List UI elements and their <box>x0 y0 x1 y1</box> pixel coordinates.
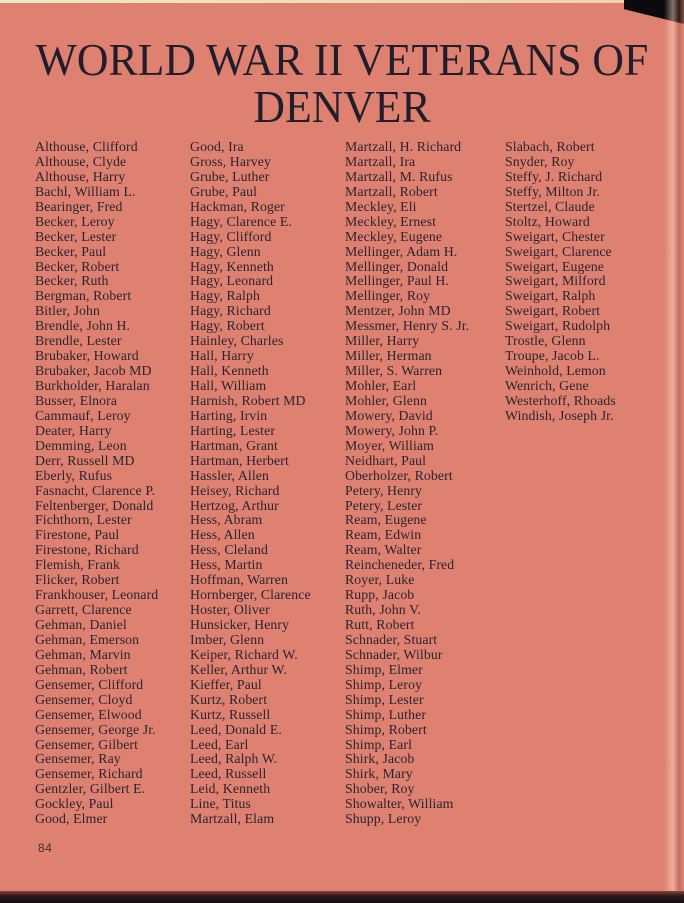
veteran-name: Weinhold, Lemon <box>505 363 606 379</box>
veteran-name: Sweigart, Ralph <box>505 288 596 304</box>
veteran-name: Hess, Allen <box>190 527 255 543</box>
veteran-name: Hagy, Leonard <box>190 273 274 289</box>
veteran-name: Ream, Walter <box>345 542 422 558</box>
names-column-4 <box>505 140 680 424</box>
veteran-name: Kurtz, Robert <box>190 691 268 707</box>
veteran-name: Hartman, Herbert <box>190 452 289 468</box>
veteran-name: Hertzog, Arthur <box>190 497 279 513</box>
veteran-name: Martzall, Elam <box>190 811 275 827</box>
veteran-name: Hagy, Clarence E. <box>190 213 292 229</box>
veteran-name: Grube, Paul <box>190 183 258 199</box>
veteran-name: Eberly, Rufus <box>35 467 113 483</box>
veteran-name: Stoltz, Howard <box>505 213 590 229</box>
veteran-name: Brendle, John H. <box>35 318 131 334</box>
veteran-name: Hornberger, Clarence <box>190 587 311 603</box>
veteran-name: Wenrich, Gene <box>505 378 589 393</box>
veteran-name: Hoster, Oliver <box>190 602 270 618</box>
veteran-name: Schnader, Wilbur <box>345 646 443 662</box>
veteran-name: Meckley, Eugene <box>345 228 443 244</box>
veteran-name: Hall, William <box>190 378 267 393</box>
veteran-name: Hagy, Clifford <box>190 228 272 244</box>
veteran-name: Gensemer, Gilbert <box>35 736 139 752</box>
veteran-name: Althouse, Clifford <box>35 139 138 154</box>
veteran-name: Bachl, William L. <box>35 183 136 199</box>
veteran-name: Ream, Edwin <box>345 527 422 543</box>
veteran-name: Gensemer, Ray <box>35 751 121 767</box>
veteran-name: Harting, Irvin <box>190 407 268 423</box>
veteran-name: Gensemer, Richard <box>35 766 143 782</box>
veteran-name: Frankhouser, Leonard <box>35 587 159 603</box>
veteran-name: Brubaker, Jacob MD <box>35 363 152 379</box>
veteran-name: Shimp, Robert <box>345 721 427 737</box>
veteran-name: Shober, Roy <box>345 781 415 797</box>
veteran-name: Feltenberger, Donald <box>35 497 154 513</box>
veteran-name: Flemish, Frank <box>35 557 120 573</box>
veteran-name: Messmer, Henry S. Jr. <box>345 318 470 334</box>
names-column-3 <box>345 140 500 827</box>
page-title-line-1: WORLD WAR II VETERANS OF <box>35 34 649 85</box>
veteran-name: Mellinger, Adam H. <box>345 243 458 259</box>
veteran-name: Troupe, Jacob L. <box>505 348 600 364</box>
veteran-name: Mellinger, Roy <box>345 288 431 304</box>
veterans-name-list <box>0 140 684 903</box>
veteran-name: Petery, Henry <box>345 482 423 498</box>
veteran-name: Fasnacht, Clarence P. <box>35 482 156 498</box>
veteran-name: Reincheneder, Fred <box>345 557 455 573</box>
veteran-name: Gross, Harvey <box>190 153 271 169</box>
veteran-name: Mentzer, John MD <box>345 303 451 319</box>
veteran-name: Bergman, Robert <box>35 288 132 304</box>
veteran-name: Sweigart, Clarence <box>505 243 612 259</box>
veteran-name: Gensemer, Elwood <box>35 706 142 722</box>
veteran-name: Becker, Robert <box>35 258 120 274</box>
veteran-name: Martzall, Robert <box>345 183 438 199</box>
top-right-scan-shadow <box>624 0 684 24</box>
veteran-name: Petery, Lester <box>345 497 423 513</box>
veteran-name: Hackman, Roger <box>190 198 285 214</box>
veteran-name: Hagy, Richard <box>190 303 271 319</box>
veteran-name: Gensemer, Clifford <box>35 676 144 692</box>
veteran-name: Shimp, Luther <box>345 706 427 722</box>
veteran-name: Burkholder, Haralan <box>35 378 150 393</box>
veteran-name: Mellinger, Donald <box>345 258 449 274</box>
veteran-name: Sweigart, Milford <box>505 273 606 289</box>
veteran-name: Rupp, Jacob <box>345 587 415 603</box>
veteran-name: Heisey, Richard <box>190 482 280 498</box>
veteran-name: Steffy, J. Richard <box>505 168 603 184</box>
veteran-name: Shirk, Mary <box>345 766 413 782</box>
veteran-name: Meckley, Eli <box>345 198 417 214</box>
veteran-name: Neidhart, Paul <box>345 452 427 468</box>
veteran-name: Leed, Ralph W. <box>190 751 278 767</box>
veteran-name: Royer, Luke <box>345 572 415 588</box>
veteran-name: Brubaker, Howard <box>35 348 139 364</box>
veteran-name: Trostle, Glenn <box>505 333 586 349</box>
veteran-name: Ruth, John V. <box>345 602 421 618</box>
veteran-name: Hagy, Glenn <box>190 243 261 259</box>
veteran-name: Rutt, Robert <box>345 617 415 632</box>
veteran-name: Althouse, Harry <box>35 168 126 184</box>
veteran-name: Flicker, Robert <box>35 572 120 588</box>
veteran-name: Keiper, Richard W. <box>190 646 298 662</box>
veteran-name: Gehman, Marvin <box>35 646 131 662</box>
veteran-name: Harnish, Robert MD <box>190 392 306 408</box>
veteran-name: Line, Titus <box>190 796 251 812</box>
veteran-name: Sweigart, Eugene <box>505 258 604 274</box>
veteran-name: Firestone, Richard <box>35 542 139 558</box>
veteran-name: Hartman, Grant <box>190 437 278 453</box>
veteran-name: Shimp, Earl <box>345 736 413 752</box>
veteran-name: Becker, Lester <box>35 228 117 244</box>
veteran-name: Snyder, Roy <box>505 153 575 169</box>
veteran-name: Hall, Kenneth <box>190 363 269 379</box>
veteran-name: Sweigart, Robert <box>505 303 601 319</box>
veteran-name: Gehman, Daniel <box>35 617 127 632</box>
veteran-name: Windish, Joseph Jr. <box>505 407 614 423</box>
veteran-name: Shirk, Jacob <box>345 751 415 767</box>
veteran-name: Hess, Cleland <box>190 542 268 558</box>
veteran-name: Gentzler, Gilbert E. <box>35 781 146 797</box>
veteran-name: Gehman, Emerson <box>35 631 140 647</box>
veteran-name: Hassler, Allen <box>190 467 270 483</box>
veteran-name: Hagy, Ralph <box>190 288 260 304</box>
veteran-name: Meckley, Ernest <box>345 213 437 229</box>
veteran-name: Kieffer, Paul <box>190 676 262 692</box>
veteran-name: Sweigart, Chester <box>505 228 605 244</box>
veteran-name: Mowery, David <box>345 407 433 423</box>
veteran-name: Gensemer, George Jr. <box>35 721 156 737</box>
veteran-name: Moyer, William <box>345 437 434 453</box>
veteran-name: Gensemer, Cloyd <box>35 691 133 707</box>
page-title <box>0 36 684 130</box>
veteran-name: Stertzel, Claude <box>505 198 595 214</box>
veteran-name: Hainley, Charles <box>190 333 284 349</box>
veteran-name: Brendle, Lester <box>35 333 122 349</box>
veteran-name: Kurtz, Russell <box>190 706 271 722</box>
veteran-name: Hagy, Kenneth <box>190 258 274 274</box>
veteran-name: Westerhoff, Rhoads <box>505 392 616 408</box>
veteran-name: Becker, Leroy <box>35 213 115 229</box>
page-number: 84 <box>38 841 53 855</box>
veteran-name: Cammauf, Leroy <box>35 407 131 423</box>
veteran-name: Gehman, Robert <box>35 661 128 677</box>
veteran-name: Miller, Harry <box>345 333 420 349</box>
veteran-name: Schnader, Stuart <box>345 631 438 647</box>
veteran-name: Sweigart, Rudolph <box>505 318 611 334</box>
veteran-name: Gockley, Paul <box>35 796 114 812</box>
veteran-name: Martzall, H. Richard <box>345 139 462 154</box>
veteran-name: Martzall, M. Rufus <box>345 168 453 184</box>
veteran-name: Deater, Harry <box>35 422 112 438</box>
veteran-name: Oberholzer, Robert <box>345 467 453 483</box>
veteran-name: Becker, Paul <box>35 243 107 259</box>
veteran-name: Hoffman, Warren <box>190 572 288 588</box>
veteran-name: Shimp, Leroy <box>345 676 423 692</box>
veteran-name: Bearinger, Fred <box>35 198 123 214</box>
veteran-name: Shimp, Elmer <box>345 661 423 677</box>
veteran-name: Mellinger, Paul H. <box>345 273 449 289</box>
veteran-name: Mohler, Earl <box>345 378 417 393</box>
veteran-name: Hagy, Robert <box>190 318 265 334</box>
veteran-name: Althouse, Clyde <box>35 153 127 169</box>
veteran-name: Mowery, John P. <box>345 422 439 438</box>
names-column-1 <box>35 140 190 827</box>
veteran-name: Keller, Arthur W. <box>190 661 287 677</box>
veteran-name: Martzall, Ira <box>345 153 416 169</box>
veteran-name: Imber, Glenn <box>190 631 265 647</box>
veteran-name: Demming, Leon <box>35 437 127 453</box>
veteran-name: Hall, Harry <box>190 348 254 364</box>
veteran-name: Bitler, John <box>35 303 101 319</box>
veteran-name: Miller, S. Warren <box>345 363 443 379</box>
veteran-name: Leid, Kenneth <box>190 781 271 797</box>
bottom-scan-bar <box>0 891 684 903</box>
veteran-name: Showalter, William <box>345 796 454 812</box>
veteran-name: Steffy, Milton Jr. <box>505 183 600 199</box>
veteran-name: Becker, Ruth <box>35 273 109 289</box>
veteran-name: Good, Ira <box>190 139 244 154</box>
veteran-name: Garrett, Clarence <box>35 602 132 618</box>
page-title-line-2: DENVER <box>253 81 431 132</box>
page-top-edge <box>0 0 684 3</box>
names-column-2 <box>190 140 345 827</box>
veteran-name: Slabach, Robert <box>505 139 595 154</box>
veteran-name: Derr, Russell MD <box>35 452 135 468</box>
veteran-name: Shimp, Lester <box>345 691 424 707</box>
veteran-name: Fichthorn, Lester <box>35 512 132 528</box>
veteran-name: Hunsicker, Henry <box>190 617 290 632</box>
veteran-name: Grube, Luther <box>190 168 270 184</box>
veteran-name: Leed, Donald E. <box>190 721 282 737</box>
veteran-name: Shupp, Leroy <box>345 811 422 827</box>
veteran-name: Miller, Herman <box>345 348 432 364</box>
veteran-name: Good, Elmer <box>35 811 108 827</box>
veteran-name: Leed, Earl <box>190 736 249 752</box>
veteran-name: Firestone, Paul <box>35 527 120 543</box>
veteran-name: Harting, Lester <box>190 422 276 438</box>
veteran-name: Ream, Eugene <box>345 512 427 528</box>
veteran-name: Busser, Elnora <box>35 392 118 408</box>
veteran-name: Mohler, Glenn <box>345 392 427 408</box>
veteran-name: Hess, Martin <box>190 557 263 573</box>
veteran-name: Hess, Abram <box>190 512 263 528</box>
veteran-name: Leed, Russell <box>190 766 267 782</box>
